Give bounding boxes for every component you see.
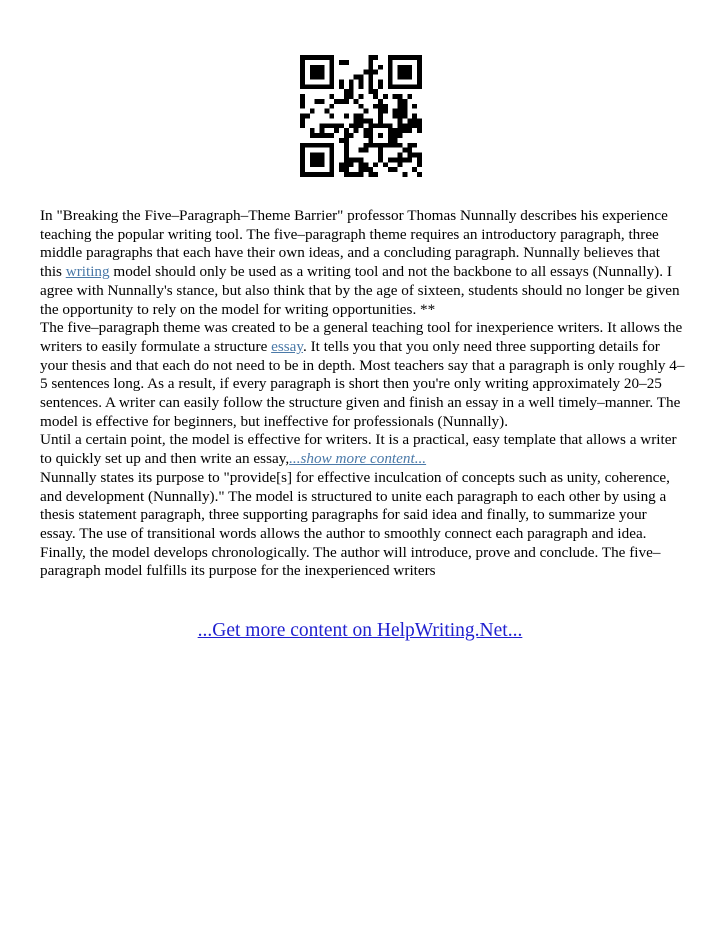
qr-code-icon: [300, 55, 422, 177]
paragraph-4-text: Nunnally states its purpose to "provide[s] for effective inculcation of concepts such as unity, coherence, and development (Nunnally)." The model is structured to unite each paragraph to each other by using a thesis statement paragraph, three supporting paragraphs for said idea and finally, to summarize your essay. The use of transitional words allows the author to smoothly connect each paragraph and idea. Finally, the model develops chronologically. The author will introduce, prove and conclude. The five–paragraph model fulfills its purpose for the inexperienced writers: [40, 468, 670, 580]
paragraph-2: [40, 319, 685, 431]
get-more-content: [0, 620, 720, 642]
writing-link[interactable]: writing: [65, 263, 110, 281]
paragraph-1: [40, 207, 685, 319]
essay-link[interactable]: essay: [271, 337, 304, 355]
paragraph-3: [40, 431, 685, 468]
paragraph-2-text-end: . It tells you that you only need three supporting details for your thesis and that each do not need to be in depth. Most teachers say that a paragraph is only roughly 4–5 sentences long. As a result, if every paragraph is short then you're only writing approximately 20–25 sentences. A writer can easily follow the structure given and finish an essay in a well timely–manner. The model is effective for beginners, but ineffective for professionals (Nunnally).: [40, 337, 685, 430]
paragraph-3-text: Until a certain point, the model is effective for writers. It is a practical, easy template that allows a writer to quickly set up and then write an essay,: [40, 431, 677, 468]
paragraph-4: [40, 469, 685, 581]
paragraph-1-text-end: model should only be used as a writing tool and not the backbone to all essays (Nunnally). I agree with Nunnally's stance, but also think that by the age of sixteen, students should no longer be given the opportunity to rely on the model for writing opportunities. **: [40, 263, 680, 318]
article-body: [40, 207, 685, 581]
show-more-link[interactable]: ...show more content...: [289, 450, 427, 468]
qr-code: [300, 55, 422, 177]
paragraph-2-text-start: The five–paragraph theme was created to be a general teaching tool for inexperience writers. It allows the writers to easily formulate a structure: [40, 319, 683, 355]
get-more-content-link[interactable]: ...Get more content on HelpWriting.Net...: [197, 620, 523, 641]
paragraph-1-text-start: In "Breaking the Five–Paragraph–Theme Barrier" professor Thomas Nunnally describes his experience teaching the popular writing tool. The five–paragraph theme requires an introductory paragraph, three middle paragraphs that each have their own ideas, and a concluding paragraph. Nunnally believes that this: [40, 207, 668, 281]
